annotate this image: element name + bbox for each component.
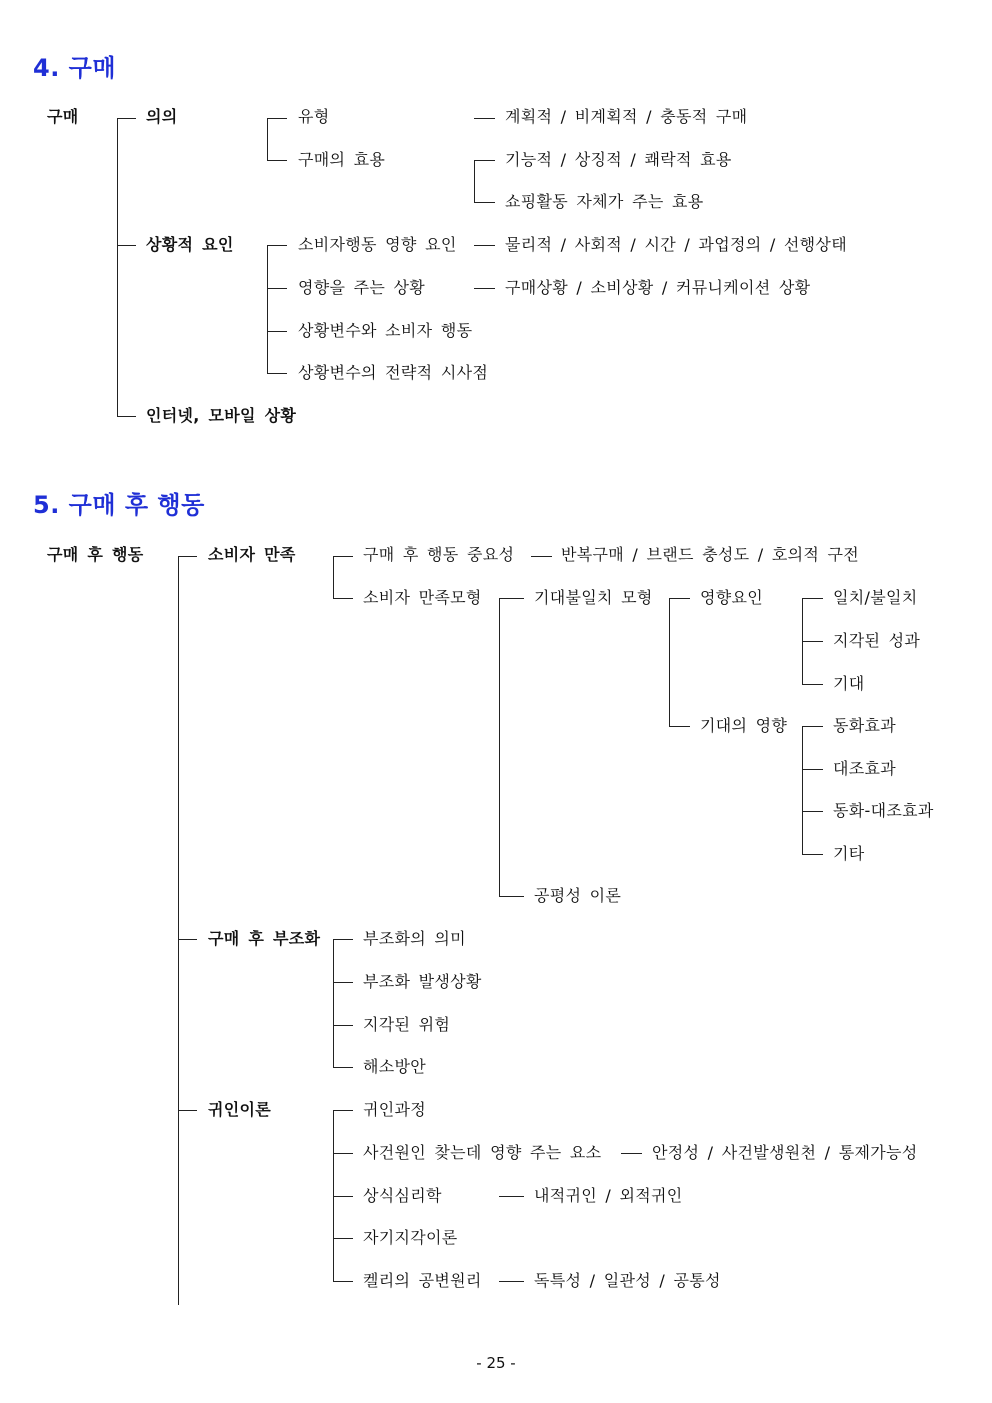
node-situation: 영향을 주는 상황	[298, 278, 426, 297]
connector	[802, 811, 823, 812]
connector	[802, 684, 823, 685]
connector	[267, 118, 287, 119]
node-kelley-detail: 독특성 / 일관성 / 공통성	[534, 1271, 721, 1290]
connector	[267, 118, 268, 160]
node-disconfirm: 기대불일치 모형	[534, 588, 653, 607]
connector	[333, 1025, 353, 1026]
connector	[669, 598, 670, 726]
branch-attribution: 귀인이론	[208, 1100, 272, 1119]
node-strategy: 상황변수의 전략적 시사점	[298, 363, 489, 382]
connector	[333, 1238, 353, 1239]
branch-meaning: 의의	[146, 107, 178, 126]
connector	[669, 726, 690, 727]
node-dissonance-item: 부조화의 의미	[363, 929, 466, 948]
node-kelley: 켈리의 공변원리	[363, 1271, 482, 1290]
node-psych-detail: 내적귀인 / 외적귀인	[534, 1186, 683, 1205]
branch-satisfaction: 소비자 만족	[208, 545, 296, 564]
node-dissonance-item: 부조화 발생상황	[363, 972, 482, 991]
connector	[802, 854, 823, 855]
node-effect-detail-1: 기능적 / 상징적 / 쾌락적 효용	[505, 150, 732, 169]
node-factor-item: 기대	[833, 674, 865, 693]
connector	[333, 1067, 353, 1068]
connector	[802, 641, 823, 642]
node-expectation-item: 대조효과	[833, 759, 897, 778]
node-factor: 소비자행동 영향 요인	[298, 235, 457, 254]
connector	[267, 160, 287, 161]
connector	[117, 416, 136, 417]
connector	[267, 288, 287, 289]
connector	[531, 556, 552, 557]
node-cause: 사건원인 찾는데 영향 주는 요소	[363, 1143, 602, 1162]
node-factor: 영향요인	[700, 588, 764, 607]
node-equity: 공평성 이론	[534, 886, 622, 905]
connector	[267, 331, 287, 332]
page-number: - 25 -	[476, 1354, 516, 1372]
connector	[474, 160, 475, 202]
node-effect: 구매의 효용	[298, 150, 386, 169]
node-self: 자기지각이론	[363, 1228, 458, 1247]
connector	[333, 556, 353, 557]
connector	[117, 118, 136, 119]
connector	[267, 245, 268, 373]
node-dissonance-item: 해소방안	[363, 1057, 427, 1076]
connector	[178, 556, 179, 1305]
connector	[333, 1153, 353, 1154]
connector	[669, 598, 690, 599]
section-4-heading: 4. 구매	[33, 54, 117, 82]
connector	[621, 1153, 642, 1154]
node-expectation-item: 동화효과	[833, 716, 897, 735]
node-effect-detail-2: 쇼핑활동 자체가 주는 효용	[505, 192, 704, 211]
connector	[117, 245, 136, 246]
node-dissonance-item: 지각된 위험	[363, 1015, 451, 1034]
connector	[474, 118, 495, 119]
connector	[802, 598, 823, 599]
connector	[267, 373, 287, 374]
connector	[333, 556, 334, 598]
node-importance: 구매 후 행동 중요성	[363, 545, 515, 564]
node-factor-detail: 물리적 / 사회적 / 시간 / 과업정의 / 선행상태	[505, 235, 847, 254]
connector	[474, 160, 495, 161]
connector	[802, 726, 823, 727]
connector	[333, 1110, 353, 1111]
connector	[178, 556, 197, 557]
node-psych: 상식심리학	[363, 1186, 442, 1205]
node-model: 소비자 만족모형	[363, 588, 482, 607]
connector	[499, 1281, 524, 1282]
node-type: 유형	[298, 107, 330, 126]
connector	[178, 939, 197, 940]
node-situation-detail: 구매상황 / 소비상황 / 커뮤니케이션 상황	[505, 278, 811, 297]
node-cause-detail: 안정성 / 사건발생원천 / 통제가능성	[652, 1143, 918, 1162]
node-expectation-item: 동화-대조효과	[833, 801, 934, 820]
connector	[499, 896, 524, 897]
node-type-detail: 계획적 / 비계획적 / 충동적 구매	[505, 107, 748, 126]
node-importance-detail: 반복구매 / 브랜드 충성도 / 호의적 구전	[561, 545, 860, 564]
connector	[333, 939, 353, 940]
connector	[333, 598, 353, 599]
branch-internet: 인터넷, 모바일 상황	[146, 406, 297, 425]
connector	[499, 1196, 524, 1197]
tree-root-purchase: 구매	[47, 107, 79, 126]
connector	[474, 288, 495, 289]
connector	[178, 1110, 197, 1111]
node-process: 귀인과정	[363, 1100, 427, 1119]
connector	[499, 598, 500, 896]
node-expectation: 기대의 영향	[700, 716, 788, 735]
connector	[333, 1196, 353, 1197]
branch-dissonance: 구매 후 부조화	[208, 929, 321, 948]
connector	[117, 118, 118, 416]
section-5-heading: 5. 구매 후 행동	[33, 491, 205, 519]
connector	[802, 769, 823, 770]
connector	[267, 245, 287, 246]
connector	[333, 982, 353, 983]
connector	[499, 598, 524, 599]
node-factor-item: 일치/불일치	[833, 588, 918, 607]
branch-situational: 상황적 요인	[146, 235, 234, 254]
connector	[474, 202, 495, 203]
connector	[474, 245, 495, 246]
node-variables: 상황변수와 소비자 행동	[298, 321, 473, 340]
node-expectation-item: 기타	[833, 844, 865, 863]
connector	[333, 1281, 353, 1282]
connector	[333, 939, 334, 1067]
node-factor-item: 지각된 성과	[833, 631, 921, 650]
tree-root-post-purchase: 구매 후 행동	[47, 545, 144, 564]
connector	[802, 726, 803, 854]
